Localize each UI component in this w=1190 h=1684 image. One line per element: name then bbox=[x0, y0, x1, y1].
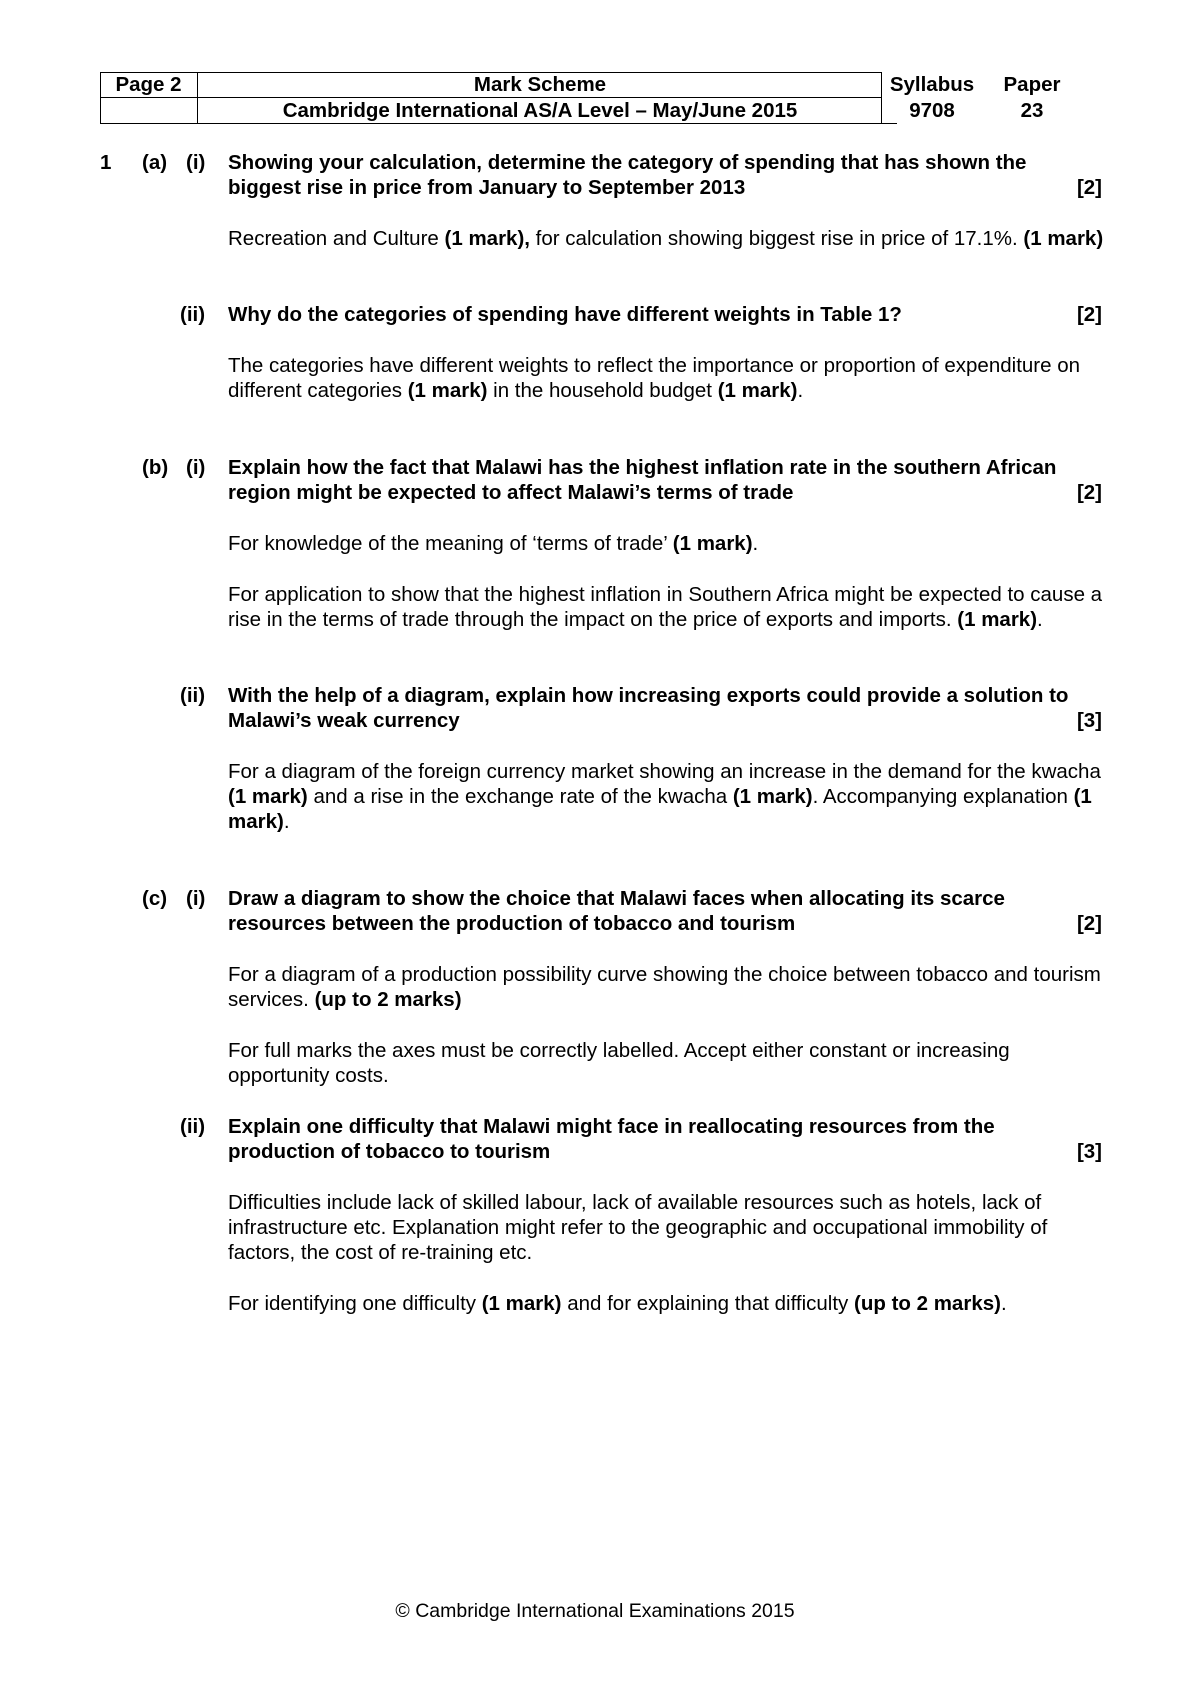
header-subtitle: Cambridge International AS/A Level – May/June 2015 bbox=[282, 99, 798, 122]
answer-text: . Accompanying explanation bbox=[812, 785, 1074, 808]
answer-text: For knowledge of the meaning of ‘terms of trade’ bbox=[228, 532, 673, 555]
part-label-c: (c) bbox=[142, 887, 168, 910]
header-table bbox=[100, 72, 1100, 126]
question-c-ii: Explain one difficulty that Malawi might face in reallocating resources from the production of tobacco to tourism bbox=[228, 1115, 995, 1163]
subpart-label-b-i: (i) bbox=[186, 456, 206, 479]
subpart-label-a-ii: (ii) bbox=[180, 303, 206, 326]
subpart-label-a-i: (i) bbox=[186, 151, 206, 174]
mark-allocation: (1 mark) bbox=[672, 532, 753, 555]
mark-allocation: (1 mark) bbox=[717, 379, 798, 402]
answer-c-i bbox=[228, 962, 1104, 1012]
answer-b-ii bbox=[228, 759, 1104, 834]
answer-b-i-para-2 bbox=[228, 582, 1104, 632]
answer-c-ii-para-2 bbox=[228, 1291, 1104, 1316]
answer-text: in the household budget bbox=[487, 379, 718, 402]
answer-text: The categories have different weights to reflect the importance or proportion of expenditure on different categories bbox=[228, 354, 1081, 402]
question-c-i: Draw a diagram to show the choice that Malawi faces when allocating its scarce resources between the production of tobacco and tourism bbox=[228, 887, 1005, 935]
answer-c-i-para-2 bbox=[228, 1038, 1104, 1088]
syllabus-label: Syllabus bbox=[889, 73, 975, 96]
question-b-i: Explain how the fact that Malawi has the highest inflation rate in the southern African region might be expected to affect Malawi’s terms of trade bbox=[228, 456, 1057, 504]
answer-text: Difficulties include lack of skilled labour, lack of available resources such as hotels, lack of infrastructure etc. Explanation might refer to the geographic and occupational immobility of factors, the cost of re-training etc. bbox=[228, 1191, 1048, 1264]
answer-b-i bbox=[228, 531, 1104, 556]
syllabus-value: 9708 bbox=[909, 99, 955, 122]
answer-a-ii bbox=[228, 353, 1104, 403]
mark-allocation: (1 mark) bbox=[407, 379, 488, 402]
mark-allocation: (1 mark) bbox=[481, 1292, 562, 1315]
mark-allocation: (1 mark) bbox=[957, 608, 1038, 631]
answer-text: . bbox=[797, 379, 804, 402]
answer-text: . bbox=[1037, 608, 1043, 631]
paper-label: Paper bbox=[1003, 73, 1061, 96]
subpart-label-c-ii: (ii) bbox=[180, 1115, 206, 1138]
marks-b-i: [2] bbox=[1076, 481, 1102, 504]
question-b-ii: With the help of a diagram, explain how increasing exports could provide a solution to Malawi’s weak currency bbox=[228, 684, 1069, 732]
paper-value: 23 bbox=[1020, 99, 1044, 122]
subpart-label-c-i: (i) bbox=[186, 887, 206, 910]
subpart-label-b-ii: (ii) bbox=[180, 684, 206, 707]
question-a-i: Showing your calculation, determine the category of spending that has shown the biggest rise in price from January to September 2013 bbox=[228, 151, 1027, 199]
part-label-b: (b) bbox=[142, 456, 169, 479]
marks-b-ii: [3] bbox=[1076, 709, 1102, 732]
copyright-footer: © Cambridge International Examinations 2015 bbox=[395, 1600, 795, 1622]
mark-allocation: (1 mark) bbox=[1023, 227, 1104, 250]
header-title: Mark Scheme bbox=[473, 73, 607, 96]
marks-c-i: [2] bbox=[1076, 912, 1102, 935]
answer-text: . bbox=[283, 810, 290, 833]
answer-c-ii bbox=[228, 1190, 1104, 1265]
mark-allocation: (1 mark) bbox=[228, 785, 1092, 833]
part-label-a: (a) bbox=[142, 151, 168, 174]
mark-allocation: (up to 2 marks) bbox=[854, 1292, 1001, 1315]
question-number: 1 bbox=[100, 151, 112, 174]
marks-a-i: [2] bbox=[1076, 176, 1102, 199]
answer-text: For a diagram of the foreign currency market showing an increase in the demand for the kwacha bbox=[228, 760, 1101, 783]
answer-text: For a diagram of a production possibility curve showing the choice between tobacco and tourism services. bbox=[228, 963, 1101, 1011]
mark-allocation: (1 mark), bbox=[444, 227, 530, 250]
marks-c-ii: [3] bbox=[1076, 1140, 1102, 1163]
answer-text: For full marks the axes must be correctly labelled. Accept either constant or increasing opportunity costs. bbox=[228, 1039, 1010, 1087]
question-a-ii: Why do the categories of spending have different weights in Table 1? bbox=[228, 303, 902, 326]
answer-text: and a rise in the exchange rate of the kwacha bbox=[307, 785, 733, 808]
mark-allocation: (up to 2 marks) bbox=[314, 988, 462, 1011]
mark-allocation: (1 mark) bbox=[228, 785, 308, 808]
answer-a-i bbox=[228, 226, 1104, 251]
answer-text: For application to show that the highest inflation in Southern Africa might be expected to cause a rise in the terms of trade through the impact on the price of exports and imports. bbox=[228, 583, 1103, 631]
marks-a-ii: [2] bbox=[1076, 303, 1102, 326]
mark-allocation: (1 mark) bbox=[732, 785, 813, 808]
answer-text: . bbox=[752, 532, 759, 555]
answer-text: and for explaining that difficulty bbox=[561, 1292, 854, 1315]
answer-text: for calculation showing biggest rise in price of 17.1%. bbox=[529, 227, 1024, 250]
page-label: Page 2 bbox=[115, 73, 182, 96]
answer-text: Recreation and Culture bbox=[228, 227, 445, 250]
header-underline bbox=[882, 123, 897, 124]
answer-text: . bbox=[1000, 1292, 1007, 1315]
answer-text: For identifying one difficulty bbox=[228, 1292, 482, 1315]
